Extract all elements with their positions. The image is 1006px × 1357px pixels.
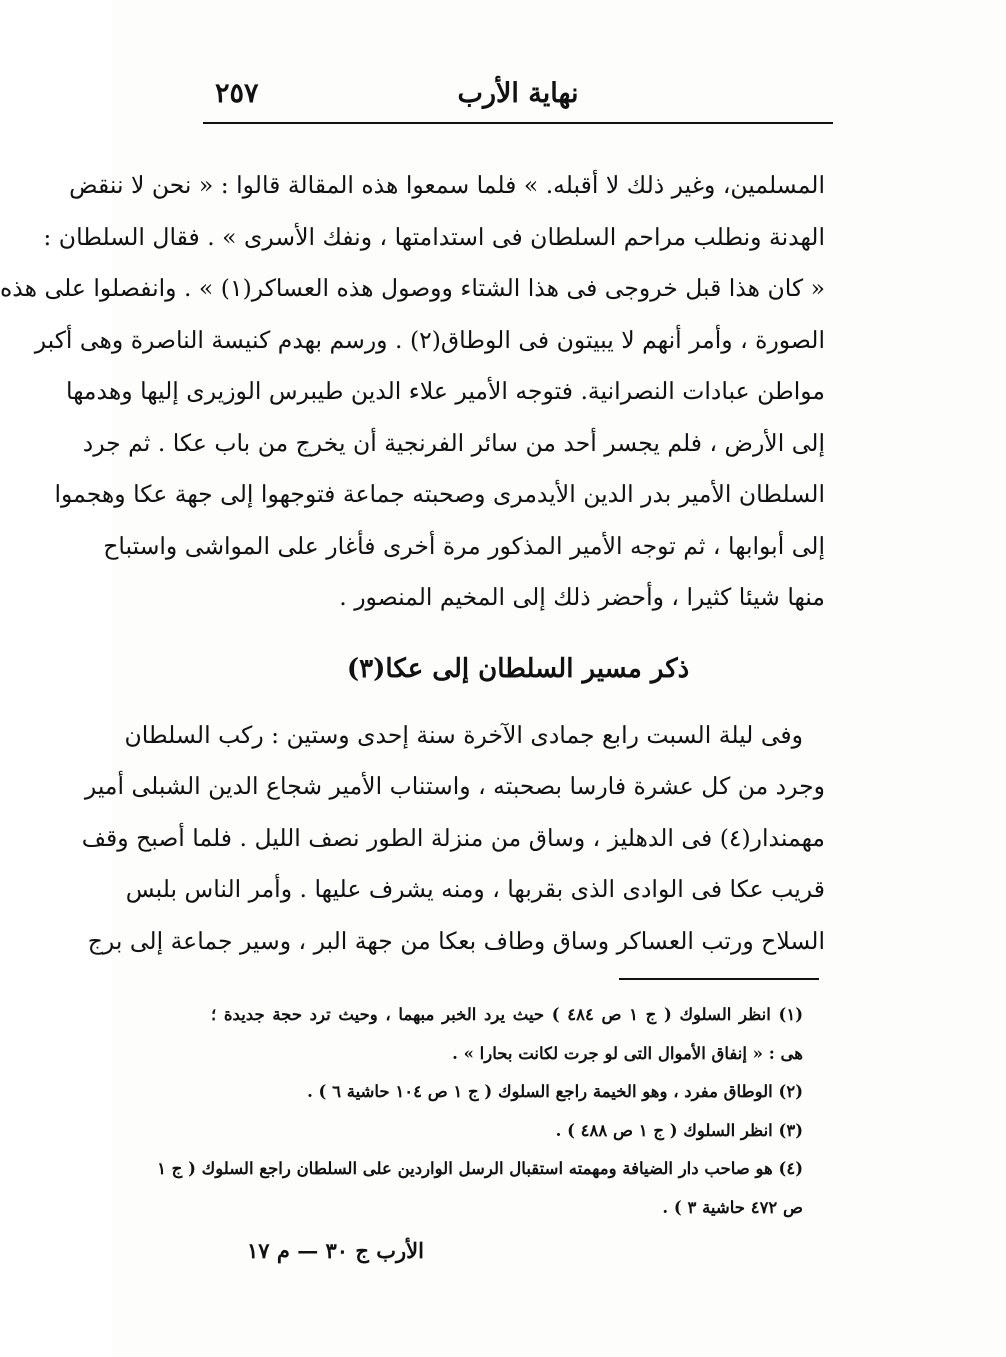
footnote-4: (٤) هو صاحب دار الضيافة ومهمته استقبال الرسل الواردين على السلطان راجع السلوك ( ج ١	[157, 1159, 803, 1178]
footnote-3: (٣) انظر السلوك ( ج ١ ص ٤٨٨ ) .	[555, 1120, 803, 1140]
footnote-rule	[619, 978, 819, 980]
text-line: وجرد من كل عشرة فارسا بصحبته ، واستناب الأمير شجاع الدين الشبلى أمير	[84, 772, 825, 800]
footnote-1: (١) انظر السلوك ( ج ١ ص ٤٨٤ ) حيث يرد الخبر مبهما ، وحيث ترد حجة جديدة ؛	[211, 1005, 803, 1024]
footnote-4-continued: ص ٤٧٢ حاشية ٣ ) .	[662, 1197, 803, 1217]
text-line: السلاح ورتب العساكر وساق وطاف بعكا من جهة البر ، وسير جماعة إلى برج	[87, 926, 825, 955]
running-title: نهاية الأرب	[457, 78, 579, 109]
text-line: « كان هذا قبل خروجى فى هذا الشتاء ووصول هذه العساكر(١) » . وانفصلوا على هذه	[0, 274, 825, 302]
text-line: الهدنة ونطلب مراحم السلطان فى استدامتها ، ونفك الأسرى » . فقال السلطان :	[43, 222, 825, 251]
text-line: إلى الأرض ، فلم يجسر أحد من سائر الفرنجية أن يخرج من باب عكا . ثم جرد	[82, 428, 825, 457]
footnotes	[157, 996, 825, 1227]
text-line: مهمندار(٤) فى الدهليز ، وساق من منزلة الطور نصف الليل . فلما أصبح وقف	[81, 823, 825, 852]
page-number: ٢٥٧	[215, 78, 259, 109]
text-line: قريب عكا فى الوادى الذى بقربها ، ومنه يشرف عليها . وأمر الناس بلبس	[125, 875, 825, 903]
text-line: إلى أبوابها ، ثم توجه الأمير المذكور مرة أخرى فأغار على المواشى واستباح	[103, 531, 825, 560]
header-rule	[203, 122, 833, 124]
section-heading: ذكر مسير السلطان إلى عكا(٣)	[346, 653, 690, 684]
page-header	[203, 78, 833, 118]
text-line: السلطان الأمير بدر الدين الأيدمرى وصحبته جماعة فتوجهوا إلى جهة عكا وهجموا	[54, 480, 825, 508]
printer-signature: الأرب ج ٣٠ — م ١٧	[247, 1238, 424, 1263]
text-line: مواطن عبادات النصرانية. فتوجه الأمير علاء الدين طيبرس الوزيرى إليها وهدمها	[65, 377, 825, 405]
text-line: المسلمين، وغير ذلك لا أقبله. » فلما سمعوا هذه المقالة قالوا : « نحن لا ننقض	[69, 171, 825, 199]
paragraph-1	[0, 160, 825, 624]
footnote-1-continued: هى : « إنفاق الأموال التى لو جرت لكانت بحارا » .	[452, 1043, 803, 1063]
text-line: وفى ليلة السبت رابع جمادى الآخرة سنة إحدى وستين : ركب السلطان	[124, 720, 803, 749]
footnote-2: (٢) الوطاق مفرد ، وهو الخيمة راجع السلوك ( ج ١ ص ١٠٤ حاشية ٦ ) .	[307, 1082, 803, 1101]
paragraph-2	[81, 710, 825, 968]
text-line: الصورة ، وأمر أنهم لا يبيتون فى الوطاق(٢) . ورسم بهدم كنيسة الناصرة وهى أكبر	[34, 325, 825, 354]
main-text	[0, 160, 825, 967]
text-line: منها شيئا كثيرا ، وأحضر ذلك إلى المخيم المنصور .	[339, 583, 825, 611]
